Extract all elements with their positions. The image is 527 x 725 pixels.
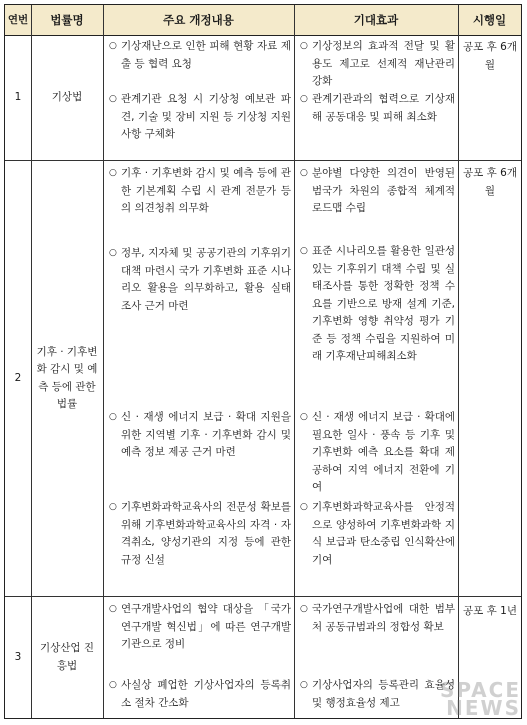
header-date: 시행일	[472, 12, 507, 27]
header-effect: 기대효과	[353, 12, 399, 27]
row1-content-item: ○ 관계기관 요청 시 기상청 예보관 파견, 기술 및 장비 지원 등 기상청 지원사항 구체화	[109, 93, 291, 140]
row1-effect-item: ○ 기상정보의 효과적 전달 및 활용도 제고로 선제적 재난관리 강화	[300, 40, 455, 87]
row1-effect-item: ○ 관계기관과의 협력으로 기상재해 공동대응 및 피해 최소화	[300, 93, 455, 123]
column-divider	[294, 5, 295, 718]
row2-no: 2	[14, 371, 22, 384]
row3-effect-item: ○ 기상사업자의 등록관리 효율성 및 행정효율성 제고	[300, 679, 455, 709]
header-no: 연번	[7, 13, 29, 26]
column-divider	[103, 5, 104, 718]
row2-content-item: ○ 기후변화과학교육사의 전문성 확보를 위해 기후변화과학교육사의 자격 · 자격취소, 양성기관의 지정 등에 관한 규정 신설	[109, 501, 291, 566]
row1-content-item: ○ 기상재난으로 인한 피해 현황 자료 제출 등 협력 요청	[109, 40, 291, 70]
row1-date: 공포 후 6개월	[463, 41, 517, 71]
row2-effect-item: ○ 기후변화과학교육사를 안정적으로 양성하여 기후변화과학 지식 보급과 탄소중립 인식확산에 기여	[300, 501, 455, 566]
row3-content-item: ○ 사실상 폐업한 기상사업자의 등록취소 절차 간소화	[109, 679, 291, 709]
row3-no: 3	[14, 650, 22, 663]
row1-no: 1	[14, 91, 22, 104]
law-amendment-table	[4, 4, 522, 719]
row2-content-item: ○ 신 · 재생 에너지 보급 · 확대 지원을 위한 지역별 기후 · 기후변화 감시 및 예측 정보 제공 근거 마련	[109, 411, 291, 458]
header-law: 법률명	[50, 12, 84, 27]
row3-law: 기상산업 진흥법	[39, 642, 95, 672]
watermark-logo: SPACE NEWS	[439, 678, 521, 720]
row3-effect-item: ○ 국가연구개발사업에 대한 범부처 공동규범과의 정합성 확보	[300, 603, 455, 633]
row2-effect-item: ○ 표준 시나리오를 활용한 일관성 있는 기후위기 대책 수립 및 실태조사를 통한 정확한 정책 수요를 기반으로 방재 설계 기준, 기후변화 영향 취약성 평가 기준 등 정책 수립을 지원하여 미래 기후재난피해최소화	[300, 245, 455, 362]
header-content: 주요 개정내용	[163, 12, 234, 27]
row3-content-item: ○ 연구개발사업의 협약 대상을 「국가연구개발 혁신법」에 따른 연구개발기관으로 정비	[109, 603, 291, 650]
column-divider	[458, 5, 459, 718]
row2-law: 기후 · 기후변화 감시 및 예측 등에 관한 법률	[36, 345, 98, 410]
row3-date: 공포 후 1년	[463, 605, 517, 617]
row2-effect-item: ○ 분야별 다양한 의견이 반영된 범국가 차원의 종합적 체계적 로드맵 수립	[300, 167, 455, 214]
row2-effect-item: ○ 신 · 재생 에너지 보급 · 확대에 필요한 일사 · 풍속 등 기후 및 기후변화 예측 요소를 확대 제공하여 지역 에너지 전환에 기여	[300, 411, 455, 493]
row2-content-item: ○ 기후 · 기후변화 감시 및 예측 등에 관한 기본계획 수립 시 관계 전문가 등의 의견청취 의무화	[109, 167, 291, 214]
row1-law: 기상법	[51, 91, 83, 104]
row2-date: 공포 후 6개월	[463, 167, 517, 197]
row2-content-item: ○ 정부, 지자체 및 공공기관의 기후위기 대책 마련시 국가 기후변화 표준 시나리오 활용을 의무화하고, 활용 실태 조사 근거 마련	[109, 247, 291, 312]
